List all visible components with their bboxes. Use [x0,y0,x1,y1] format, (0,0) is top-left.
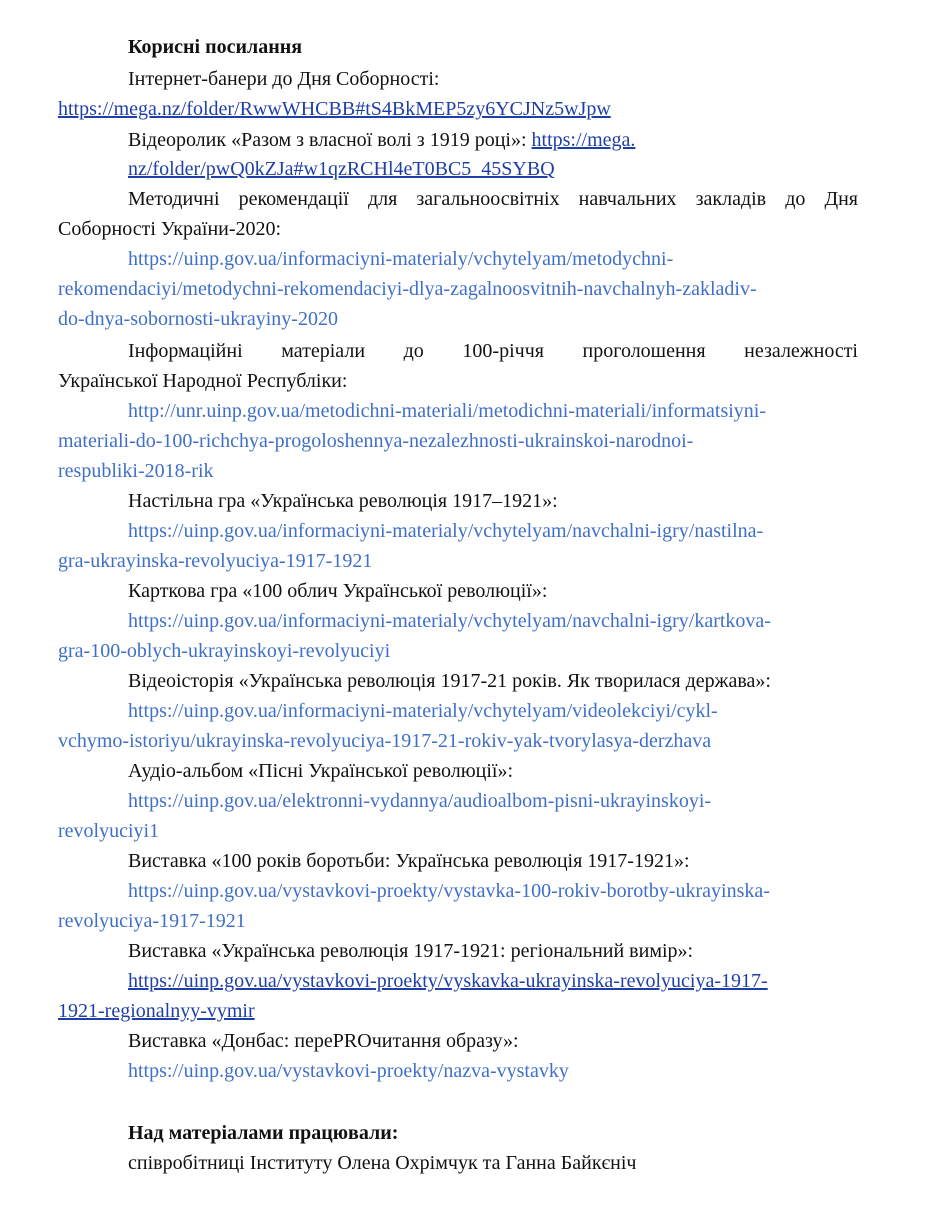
item-exhibition-100-label: Виставка «100 років боротьби: Українська революція 1917-1921»: [128,850,690,872]
item-unr-label-cont: Української Народної Республіки: [58,370,348,392]
item-exhibition-regional-link[interactable]: https://uinp.gov.ua/vystavkovi-proekty/vyskavka-ukrayinska-revolyuciya-1917- [128,970,768,992]
item-board-game-label: Настільна гра «Українська революція 1917–1921»: [128,490,558,512]
item-board-game-link[interactable]: https://uinp.gov.ua/informaciyni-materialy/vchytelyam/navchalni-igry/nastilna- [128,520,764,542]
item-exhibition-donbas-label: Виставка «Донбас: переPROчитання образу»: [128,1030,519,1052]
item-exhibition-regional-label: Виставка «Українська революція 1917-1921: регіональний вимір»: [128,940,694,962]
item-board-game-link-cont[interactable]: gra-ukrayinska-revolyuciya-1917-1921 [58,550,373,572]
item-unr-label: Інформаційні матеріали до 100-річчя проголошення незалежності [128,340,858,362]
item-video-link[interactable]: https://mega. [531,129,636,151]
item-methodical-label: Методичні рекомендації для загальноосвітніх навчальних закладів до Дня [128,188,858,210]
item-video-history-link-cont[interactable]: vchymo-istoriyu/ukrayinska-revolyuciya-1917-21-rokiv-yak-tvorylasya-derzhava [58,730,712,752]
item-video-link-cont[interactable]: nz/folder/pwQ0kZJa#w1qzRCHl4eT0BC5_45SYBQ [128,158,555,180]
item-banners-link[interactable]: https://mega.nz/folder/RwwWHCBB#tS4BkMEP5zy6YCJNz5wJpw [58,98,611,120]
item-video-row [128,127,858,153]
item-audio-album-link-cont[interactable]: revolyuciyi1 [58,820,160,842]
item-methodical-link[interactable]: https://uinp.gov.ua/informaciyni-materialy/vchytelyam/metodychni- [128,248,674,270]
item-unr-link-cont-2[interactable]: respubliki-2018-rik [58,460,214,482]
item-methodical-link-cont-2[interactable]: do-dnya-sobornosti-ukrayiny-2020 [58,308,338,330]
credits-title: Над матеріалами працювали: [128,1122,399,1144]
item-methodical-link-cont-1[interactable]: rekomendaciyi/metodychni-rekomendaciyi-dlya-zagalnoosvitnih-navchalnyh-zakladiv- [58,278,757,300]
item-exhibition-100-link-cont[interactable]: revolyuciya-1917-1921 [58,910,246,932]
item-exhibition-100-link[interactable]: https://uinp.gov.ua/vystavkovi-proekty/vystavka-100-rokiv-borotby-ukrayinska- [128,880,770,902]
item-banners-label: Інтернет-банери до Дня Соборності: [128,68,440,90]
item-methodical-label-cont: Соборності України-2020: [58,218,282,240]
item-audio-album-label: Аудіо-альбом «Пісні Української революції»: [128,760,514,782]
item-unr-link-cont-1[interactable]: materiali-do-100-richchya-progoloshennya-nezalezhnosti-ukrainskoi-narodnoi- [58,430,694,452]
item-video-history-label: Відеоісторія «Українська революція 1917-21 років. Як творилася держава»: [128,670,771,692]
item-exhibition-regional-link-cont[interactable]: 1921-regionalnyy-vymir [58,1000,255,1022]
item-unr-link[interactable]: http://unr.uinp.gov.ua/metodichni-materiali/metodichni-materiali/informatsiyni- [128,400,766,422]
item-audio-album-link[interactable]: https://uinp.gov.ua/elektronni-vydannya/audioalbom-pisni-ukrayinskoyi- [128,790,712,812]
item-card-game-link[interactable]: https://uinp.gov.ua/informaciyni-materialy/vchytelyam/navchalni-igry/kartkova- [128,610,771,632]
item-card-game-link-cont[interactable]: gra-100-oblych-ukrayinskoyi-revolyuciyi [58,640,391,662]
useful-links-title: Корисні посилання [128,36,303,58]
item-video-history-link[interactable]: https://uinp.gov.ua/informaciyni-materialy/vchytelyam/videolekciyi/cykl- [128,700,718,722]
item-exhibition-donbas-link[interactable]: https://uinp.gov.ua/vystavkovi-proekty/nazva-vystavky [128,1060,569,1082]
item-video-label: Відеоролик «Разом з власної волі з 1919 році»: [128,129,532,151]
credits-text: співробітниці Інституту Олена Охрімчук та Ганна Байкєніч [128,1152,637,1174]
item-card-game-label: Карткова гра «100 облич Української революції»: [128,580,548,602]
